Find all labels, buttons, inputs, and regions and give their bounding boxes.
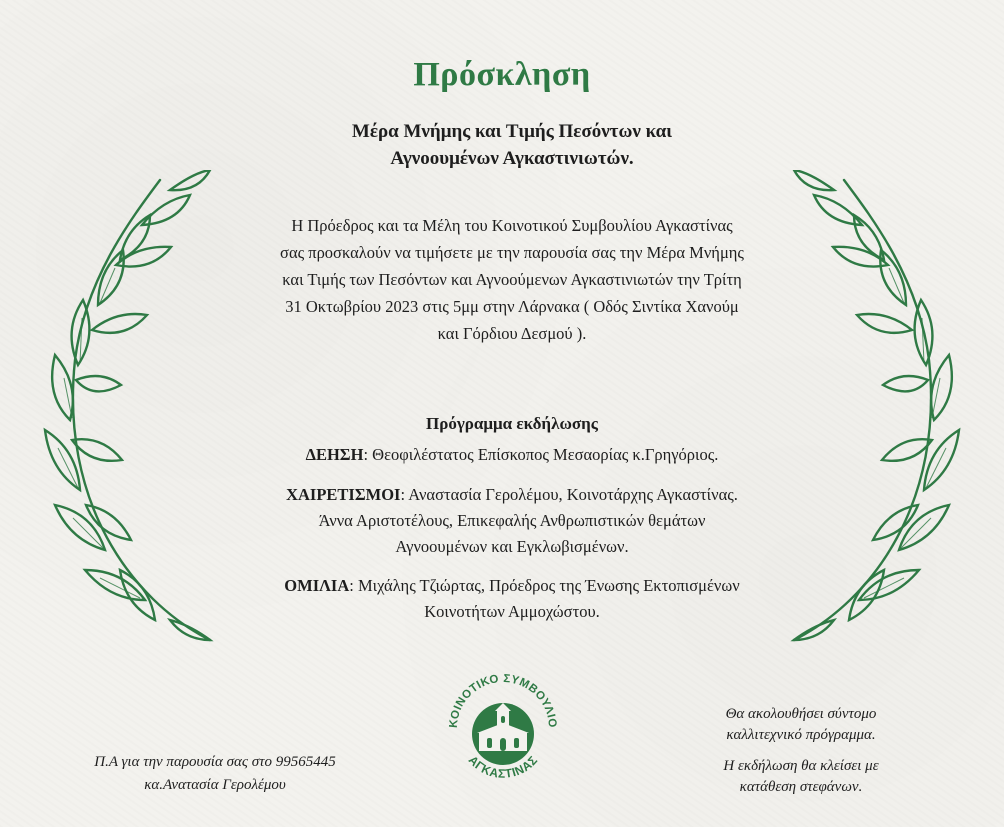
subtitle-line-2: Αγνοουμένων Αγκαστινιωτών. xyxy=(390,148,634,169)
logo-top-text: ΚΟΙΝΟΤΙΚΟ ΣΥΜΒΟΥΛΙΟ xyxy=(447,672,559,729)
contact-line-1: Π.Α για την παρουσία σας στο 99565445 xyxy=(94,754,336,770)
intro-line: και Γόρδιου Δεσμού ). xyxy=(437,324,587,343)
community-council-logo xyxy=(443,664,563,794)
program-prayer xyxy=(212,442,812,468)
right-laurel-branch xyxy=(784,170,984,650)
wreath-laying-note xyxy=(686,756,916,798)
page-title: Πρόσκληση xyxy=(413,56,591,93)
left-laurel-branch xyxy=(20,170,220,650)
speech-line-2: Κοινοτήτων Αμμοχώστου. xyxy=(424,602,600,621)
invitation-text xyxy=(212,212,812,347)
note-line-3: Η εκδήλωση θα κλείσει με xyxy=(723,758,879,774)
prayer-text: : Θεοφιλέστατος Επίσκοπος Μεσαορίας κ.Γρηγόριος. xyxy=(363,445,719,464)
subtitle-line-1: Μέρα Μνήμης και Τιμής Πεσόντων και xyxy=(351,121,673,142)
greetings-line-2: Άννα Αριστοτέλους, Επικεφαλής Ανθρωπιστικών θεμάτων xyxy=(318,511,706,530)
contact-line-2: κα.Ανατασία Γερολέμου xyxy=(144,777,286,793)
note-line-2: καλλιτεχνικό πρόγραμμα. xyxy=(726,727,876,743)
intro-line: και Τιμής των Πεσόντων και Αγνοούμενων Αγκαστινιωτών την Τρίτη xyxy=(282,270,742,289)
intro-line: Η Πρόεδρος και τα Μέλη του Κοινοτικού Συμβουλίου Αγκαστίνας xyxy=(291,216,733,235)
contact-info xyxy=(40,751,390,797)
intro-line: σας προσκαλούν να τιμήσετε με την παρουσία σας την Μέρα Μνήμης xyxy=(280,243,744,262)
greetings-label: ΧΑΙΡΕΤΙΣΜΟΙ xyxy=(286,485,401,504)
program-speech xyxy=(212,573,812,625)
program-greetings xyxy=(212,482,812,560)
greetings-line-3: Αγνοουμένων και Εγκλωβισμένων. xyxy=(395,537,629,556)
event-subtitle xyxy=(262,118,762,172)
prayer-label: ΔΕΗΣΗ xyxy=(305,445,364,464)
note-line-4: κατάθεση στεφάνων. xyxy=(739,779,863,795)
logo-bottom-text: ΑΓΚΑΣΤΙΝΑΣ xyxy=(465,752,541,781)
intro-line: 31 Οκτωβρίου 2023 στις 5μμ στην Λάρνακα ( Οδός Σιντίκα Χανούμ xyxy=(285,297,739,316)
note-line-1: Θα ακολουθήσει σύντομο xyxy=(725,706,877,722)
speech-line-1: : Μιχάλης Τζιώρτας, Πρόεδρος της Ένωσης Εκτοπισμένων xyxy=(349,576,740,595)
speech-label: ΟΜΙΛΙΑ xyxy=(284,576,350,595)
program-heading: Πρόγραμμα εκδήλωσης xyxy=(426,414,598,433)
artistic-program-note xyxy=(686,704,916,746)
greetings-line-1: : Αναστασία Γερολέμου, Κοινοτάρχης Αγκαστίνας. xyxy=(400,485,738,504)
